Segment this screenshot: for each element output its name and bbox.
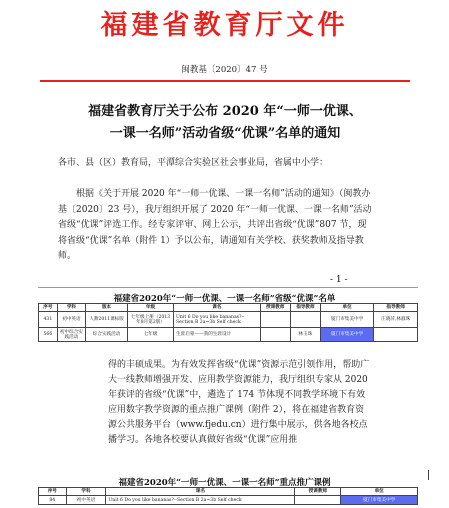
notice-body: 根据《关于开展 2020 年“一师一优课、一课一名师”活动的通知》（闽教办基〔2020〕23 号），我厅组织开展了 2020 年“一师一优课、一课一名师”活动省级“优课”评选工作。经专家评审、网上公示，共评出省级“优课”807 节，现将省级“优课”名单（附件 1）予以公布，请通知有关学校、获奖教师及指导教师。 bbox=[58, 189, 372, 261]
continued-paragraph: 得的丰硕成果。为有效发挥省级“优课”资源示范引领作用，帮助广大一线教师增强开发、应用教学资源能力，我厅组织专家从 2020 年获评的省级“优课”中，遴选了 174 节体现不同教学环境下有效应用数字教学资源的重点推广课例（附件 2），将在福建省教育资源公共服务平台（www.fjedu.cn）进行集中展示，供各地各校点播学习。各地各校要认真做好省级“优课”应用推 bbox=[108, 360, 370, 445]
table-cell: 初中英语 bbox=[66, 496, 106, 505]
table-cell: 初中英语 bbox=[57, 312, 85, 328]
table-row bbox=[39, 312, 418, 328]
table2-caption: 福建省2020年“一师一优课、一课一名师”重点推广课例 bbox=[118, 478, 331, 488]
notice-salutation: 各市、县（区）教育局，平潭综合实验区社会事业局，省属中小学： bbox=[58, 158, 329, 168]
notice-title-line1: 福建省教育厅关于公布 2020 年“一师一优课、 bbox=[88, 104, 362, 119]
table1 bbox=[38, 303, 418, 342]
table-cell bbox=[290, 312, 320, 328]
table-cell: 综合实践活动 bbox=[86, 328, 128, 342]
table-cell: 七年级上册（2013年8月第2版） bbox=[128, 312, 174, 328]
table-cell bbox=[260, 328, 290, 342]
text-cursor-icon bbox=[428, 470, 435, 480]
table-cell: 厦门市集美中学 bbox=[320, 312, 373, 328]
table-cell: 庄晓萍,林淑珠 bbox=[374, 312, 418, 328]
table-cell: 人教2011课标版 bbox=[86, 312, 128, 328]
table-cell bbox=[295, 496, 341, 505]
table1-header-cell: 单位 bbox=[320, 304, 373, 312]
table1-header-cell: 序号 bbox=[39, 304, 58, 312]
table1-header-cell: 授课教师 bbox=[260, 304, 290, 312]
table-row bbox=[39, 496, 418, 505]
table-row bbox=[39, 328, 418, 342]
table2 bbox=[38, 487, 418, 505]
table1-header-cell: 学科 bbox=[57, 304, 85, 312]
table-cell: 431 bbox=[39, 312, 58, 328]
table-cell: 林玉珠 bbox=[290, 328, 320, 342]
table1-caption: 福建省2020年“一师一优课、一课一名师”省级“优课”名单 bbox=[113, 294, 336, 304]
table1-header-cell: 课名 bbox=[174, 304, 261, 312]
table1-header-cell: 版本 bbox=[86, 304, 128, 312]
table-cell bbox=[260, 312, 290, 328]
page-number: - 1 - bbox=[330, 275, 348, 285]
table2-header-cell: 课名 bbox=[106, 488, 295, 496]
page-divider bbox=[38, 287, 418, 288]
red-header-rule bbox=[40, 80, 410, 82]
table1-header-cell: 年级 bbox=[128, 304, 174, 312]
document-header-title: 福建省教育厅文件 bbox=[100, 10, 349, 41]
notice-title-line2: 一课一名师”活动省级“优课”名单的通知 bbox=[109, 126, 341, 141]
table-cell: 初中综合实践活动 bbox=[57, 328, 85, 342]
table2-header-cell: 单位 bbox=[341, 488, 418, 496]
highlighted-unit-cell: 厦门市集美中学 bbox=[320, 328, 373, 342]
notice-title bbox=[60, 101, 390, 145]
table-cell: 566 bbox=[39, 328, 58, 342]
table1-header-cell: 指导教师 bbox=[290, 304, 320, 312]
table-cell: 七年级 bbox=[128, 328, 174, 342]
table2-header-cell: 学科 bbox=[66, 488, 106, 496]
table1-header-row bbox=[39, 304, 418, 312]
table-cell: 生涯启蒙——我的生涯设计 bbox=[174, 328, 261, 342]
table2-header-cell: 授课教师 bbox=[295, 488, 341, 496]
table-cell bbox=[374, 328, 418, 342]
document-number: 闽教基〔2020〕47 号 bbox=[181, 65, 268, 75]
table2-header-cell: 序号 bbox=[39, 488, 67, 496]
table-cell: Unit 6 Do you like bananas?--Section B 2a~3b Self check bbox=[106, 496, 295, 505]
table1-header-cell: 指导教师 bbox=[374, 304, 418, 312]
highlighted-unit-cell: 厦门市集美中学 bbox=[341, 496, 418, 505]
table-cell: 84 bbox=[39, 496, 67, 505]
table-cell: Unit 6 Do you like bananas?--Section B 2a~3b Self check bbox=[174, 312, 261, 328]
table2-header-row bbox=[39, 488, 418, 496]
